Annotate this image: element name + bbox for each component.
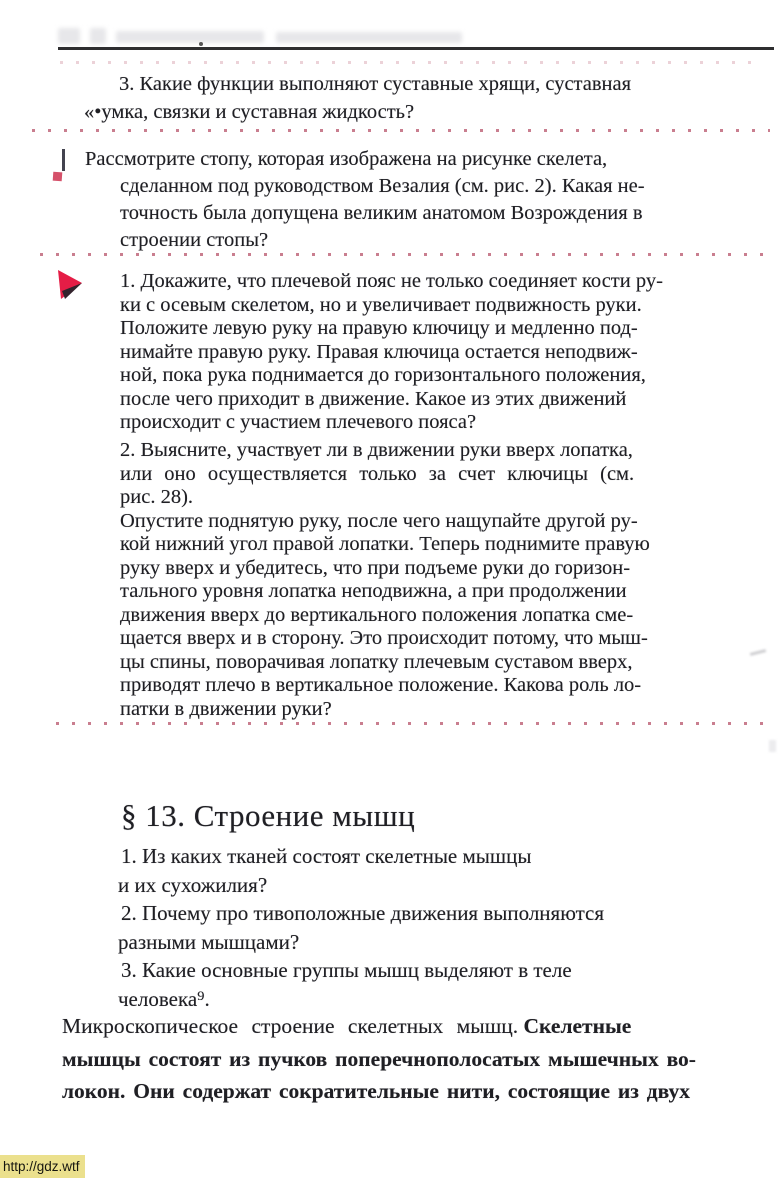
text-line: патки в движении руки? — [120, 697, 332, 720]
header-ink-dot — [199, 42, 203, 46]
header-blur-chapter-text — [116, 31, 264, 43]
text-line: после чего приходит в движение. Какое из этих движений — [120, 387, 627, 410]
text-line: Положите левую руку на правую ключицу и медленно под- — [120, 317, 638, 339]
text-line: нимайте правую руку. Правая ключица остается неподвиж- — [120, 340, 638, 363]
dotted-separator — [32, 129, 770, 132]
scan-smudge — [750, 649, 766, 656]
text-line: мышцы состоят из пучков поперечнополосатых мышечных во- — [62, 1046, 696, 1071]
paragraph-lead-bold: Скелетные — [523, 1014, 632, 1038]
header-blur-title-text — [276, 32, 462, 43]
text-line: точность была допущена великим анатомом Возрождения в — [120, 202, 643, 224]
text-line: происходит с участием плечевого пояса? — [120, 411, 477, 433]
text-line: тального уровня лопатка неподвижна, а при продолжении — [120, 580, 627, 602]
scan-smudge — [769, 740, 776, 752]
text-line: цы спины, поворачивая лопатку плечевым суставом вверх, — [120, 650, 633, 673]
text-line: щается вверх и в сторону. Это происходит потому, что мыш- — [120, 627, 648, 649]
text-line: движения вверх до вертикального положения лопатка сме- — [120, 603, 634, 626]
text-line: «•умка, связки и суставная жидкость? — [84, 101, 415, 123]
text-line: Рассмотрите стопу, которая изображена на рисунке скелета, — [85, 148, 608, 170]
dotted-separator-faint — [60, 61, 760, 64]
vertical-bar-marker — [62, 149, 65, 171]
text-line: 3. Какие основные группы мышц выделяют в теле — [121, 958, 572, 982]
text-line: руку вверх и убедитесь, что при подъеме руки до горизон- — [120, 556, 631, 579]
text-line: сделанном под руководством Везалия (см. рис. 2). Какая не- — [120, 175, 645, 197]
text-line: 2. Почему про тивоположные движения выполняются — [121, 901, 605, 925]
text-line: Опустите поднятую руку, после чего нащупайте другой ру- — [120, 509, 638, 532]
header-blur-page-number — [58, 28, 80, 44]
text-line: разными мышцами? — [118, 929, 300, 954]
text-line: ной, пока рука поднимается до горизонтального положения, — [120, 364, 646, 386]
paragraph-lead: Микроскопическое строение скелетных мышц. — [62, 1014, 519, 1038]
text-line: кой нижний угол правой лопатки. Теперь поднимите правую — [120, 533, 650, 555]
text-line: 3. Какие функции выполняют суставные хрящи, суставная — [119, 73, 632, 95]
text-line — [62, 1014, 631, 1039]
text-line: локон. Они содержат сократительные нити, состоящие из двух — [62, 1079, 691, 1103]
text-line: 2. Выясните, участвует ли в движении руки вверх лопатка, — [120, 439, 633, 461]
text-line: человека⁹. — [118, 986, 210, 1011]
header-rule — [58, 47, 774, 50]
text-line: приводят плечо в вертикальное положение. Какова роль ло- — [120, 674, 642, 696]
text-line: рис. 28). — [120, 486, 194, 508]
text-line: 1. Из каких тканей состоят скелетные мышцы — [121, 844, 532, 868]
text-line: строении стопы? — [120, 229, 269, 251]
section-heading: § 13. Строение мышц — [121, 798, 416, 833]
red-square-marker — [53, 172, 63, 182]
text-line: 1. Докажите, что плечевой пояс не только соединяет кости ру- — [120, 270, 663, 292]
text-line: и их сухожилия? — [118, 872, 268, 897]
play-triangle-marker — [56, 270, 84, 305]
header-blur-bullet — [90, 28, 106, 44]
text-line: ки с осевым скелетом, но и увеличивает подвижность руки. — [120, 293, 642, 316]
dotted-separator — [40, 253, 770, 256]
watermark-url: http://gdz.wtf — [0, 1155, 85, 1178]
text-line: или оно осуществляется только за счет ключицы (см. — [120, 462, 635, 485]
dotted-separator — [56, 722, 770, 725]
